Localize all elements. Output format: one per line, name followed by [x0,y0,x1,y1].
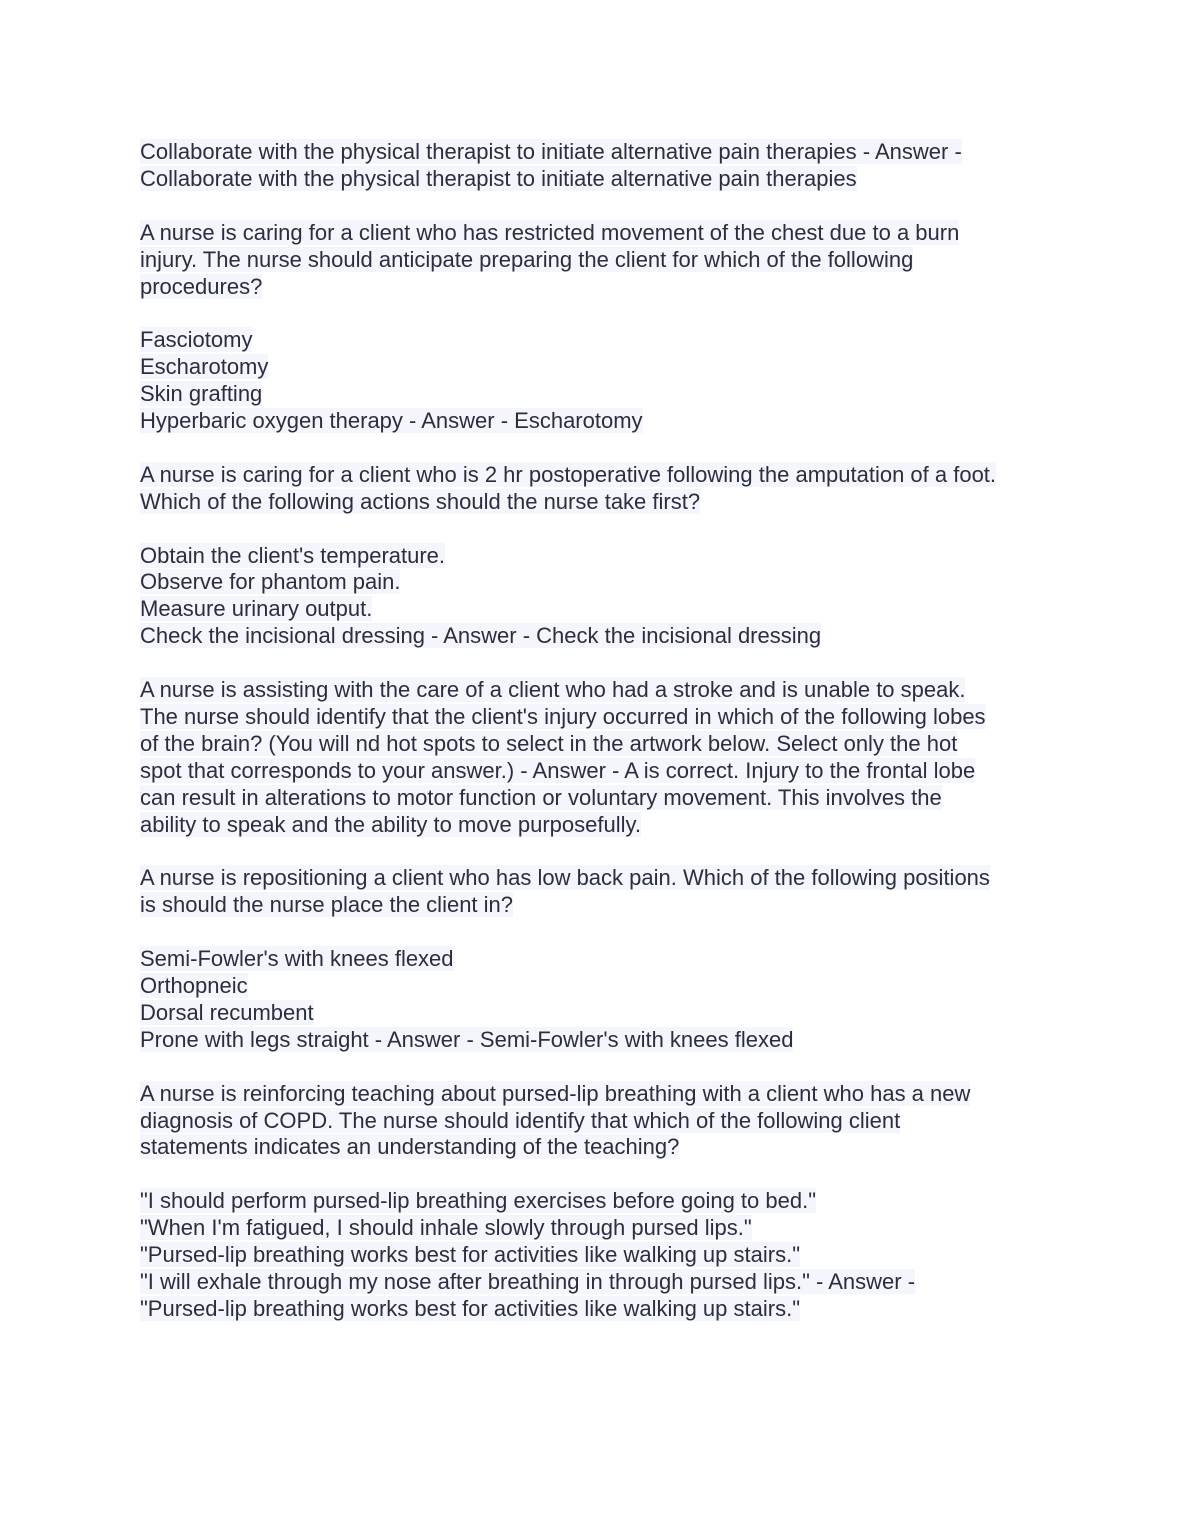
option-line: Escharotomy [140,354,269,380]
text-line: procedures? [140,273,263,299]
option-line: Check the incisional dressing - Answer - Check the incisional dressing [140,623,822,649]
answer-options [140,946,1070,1054]
answer-options [140,1188,1070,1323]
option-line: "When I'm fatigued, I should inhale slowly through pursed lips." [140,1215,752,1241]
text-line: diagnosis of COPD. The nurse should identify that which of the following client [140,1107,901,1133]
option-line: Obtain the client's temperature. [140,542,446,568]
text-line: A nurse is repositioning a client who has low back pain. Which of the following positions [140,865,990,891]
question-stem [140,677,1070,838]
text-line: A nurse is caring for a client who is 2 hr postoperative following the amputation of a foot. [140,461,997,487]
option-line: Prone with legs straight - Answer - Semi-Fowler's with knees flexed [140,1026,794,1052]
answer-options [140,543,1070,651]
question-stem [140,462,1070,516]
text-line: can result in alterations to motor function or voluntary movement. This involves the [140,784,942,810]
option-line: Semi-Fowler's with knees flexed [140,946,454,972]
option-line: "I will exhale through my nose after breathing in through pursed lips." - Answer - [140,1268,916,1294]
option-line: "Pursed-lip breathing works best for activities like walking up stairs." [140,1295,800,1321]
text-line: of the brain? (You will nd hot spots to select in the artwork below. Select only the hot [140,730,958,756]
text-line: The nurse should identify that the client's injury occurred in which of the following lobes [140,703,986,729]
answer-options [140,327,1070,435]
text-line: is should the nurse place the client in? [140,892,514,918]
question-stem [140,865,1070,919]
option-line: Orthopneic [140,972,248,998]
text-line: A nurse is reinforcing teaching about pursed-lip breathing with a client who has a new [140,1080,971,1106]
paragraph [140,139,1070,193]
document-page [140,139,1070,1350]
option-line: Dorsal recumbent [140,999,314,1025]
option-line: Skin grafting [140,381,263,407]
question-stem [140,1081,1070,1162]
text-line: ability to speak and the ability to move purposefully. [140,811,641,837]
text-line: spot that corresponds to your answer.) - Answer - A is correct. Injury to the frontal lobe [140,757,976,783]
text-line: Which of the following actions should the nurse take first? [140,488,701,514]
text-line: injury. The nurse should anticipate preparing the client for which of the following [140,246,914,272]
text-line: Collaborate with the physical therapist to initiate alternative pain therapies [140,165,857,191]
option-line: Measure urinary output. [140,596,373,622]
text-line: A nurse is caring for a client who has restricted movement of the chest due to a burn [140,219,960,245]
text-line: statements indicates an understanding of the teaching? [140,1134,680,1160]
question-stem [140,220,1070,301]
option-line: "Pursed-lip breathing works best for activities like walking up stairs." [140,1242,800,1268]
option-line: "I should perform pursed-lip breathing exercises before going to bed." [140,1188,817,1214]
text-line: Collaborate with the physical therapist to initiate alternative pain therapies - Answer - [140,139,962,164]
option-line: Hyperbaric oxygen therapy - Answer - Escharotomy [140,408,643,434]
text-line: A nurse is assisting with the care of a client who had a stroke and is unable to speak. [140,677,966,703]
option-line: Observe for phantom pain. [140,569,401,595]
option-line: Fasciotomy [140,327,253,353]
